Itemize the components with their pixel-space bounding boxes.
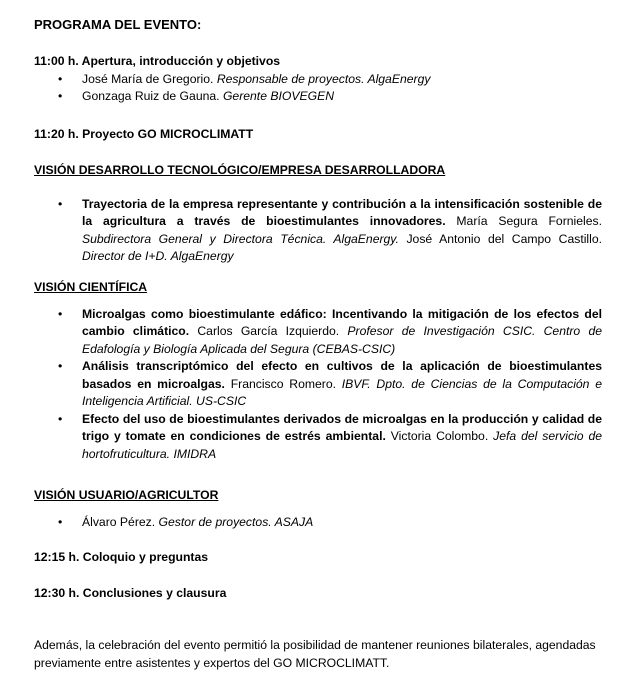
section-heading: 11:00 h. Apertura, introducción y objetivos <box>34 54 281 68</box>
list-item <box>34 358 602 411</box>
section-opening <box>34 53 602 106</box>
section-science-vision <box>34 279 602 463</box>
list-item <box>34 514 602 532</box>
speaker-list <box>34 71 602 106</box>
section-heading: 12:30 h. Conclusiones y clausura <box>34 586 227 600</box>
speaker-role: Profesor de Investigación CSIC. Centro de Edafología y Biología Aplicada del Segura (CEBAS-CSIC) <box>82 324 603 356</box>
speaker-name: María Segura Fornieles. <box>456 214 602 228</box>
section-heading: VISIÓN CIENTÍFICA <box>34 280 148 294</box>
talk-title: Microalgas como bioestimulante edáfico: Incentivando la mitigación de los efectos del cambio climático. <box>82 306 602 338</box>
section-colloquium <box>34 549 602 567</box>
section-heading: 11:20 h. Proyecto GO MICROCLIMATT <box>34 127 254 141</box>
talk-title: Análisis transcriptómico del efecto en cultivos de la aplicación de bioestimulantes basados en microalgas. <box>82 359 602 391</box>
section-project <box>34 126 602 144</box>
speaker-role: Director de I+D. AlgaEnergy <box>82 249 234 263</box>
section-heading: VISIÓN DESARROLLO TECNOLÓGICO/EMPRESA DESARROLLADORA <box>34 163 446 177</box>
speaker-name: Victoria Colombo. <box>390 429 489 443</box>
speaker-role: Gestor de proyectos. ASAJA <box>158 514 314 529</box>
speaker-role: IBVF. Dpto. de Ciencias de la Computación e Inteligencia Artificial. US-CSIC <box>82 376 602 408</box>
speaker-name: José Antonio del Campo Castillo. <box>406 231 602 246</box>
list-item <box>34 411 602 464</box>
speaker-role: Responsable de proyectos. AlgaEnergy <box>216 71 431 86</box>
section-user-vision <box>34 487 602 531</box>
section-closing <box>34 585 602 603</box>
speaker-list <box>34 514 602 532</box>
page-title: PROGRAMA DEL EVENTO: <box>34 17 202 32</box>
section-heading: VISIÓN USUARIO/AGRICULTOR <box>34 488 219 502</box>
closing-paragraph: Además, la celebración del evento permitió la posibilidad de mantener reuniones bilaterales, agendadas previamente entre asistentes y expertos del GO MICROCLIMATT. <box>34 638 596 670</box>
list-item <box>34 71 602 89</box>
list-item <box>34 88 602 106</box>
speaker-name: Francisco Romero. <box>230 376 336 391</box>
speaker-role: Gerente BIOVEGEN <box>222 89 335 103</box>
speaker-name: José María de Gregorio. <box>82 71 214 86</box>
talk-list <box>34 306 602 464</box>
list-item <box>34 306 602 359</box>
speaker-role: Jefa del servicio de hortofruticultura. IMIDRA <box>82 429 603 461</box>
speaker-name: Gonzaga Ruiz de Gauna. <box>82 89 220 103</box>
section-heading: 12:15 h. Coloquio y preguntas <box>34 550 209 564</box>
speaker-role: Subdirectora General y Directora Técnica. AlgaEnergy. <box>82 231 399 246</box>
list-item <box>34 196 602 266</box>
speaker-name: Carlos García Izquierdo. <box>197 324 340 338</box>
speaker-name: Álvaro Pérez. <box>82 514 156 529</box>
section-tech-vision <box>34 162 602 266</box>
talk-title: Trayectoria de la empresa representante y contribución a la intensificación sostenible de la agricultura a través de bioestimulantes innovadores. <box>82 196 602 228</box>
talk-title: Efecto del uso de bioestimulantes derivados de microalgas en la producción y calidad de trigo y tomate en condiciones de estrés ambiental. <box>82 411 602 443</box>
talk-list <box>34 196 602 266</box>
